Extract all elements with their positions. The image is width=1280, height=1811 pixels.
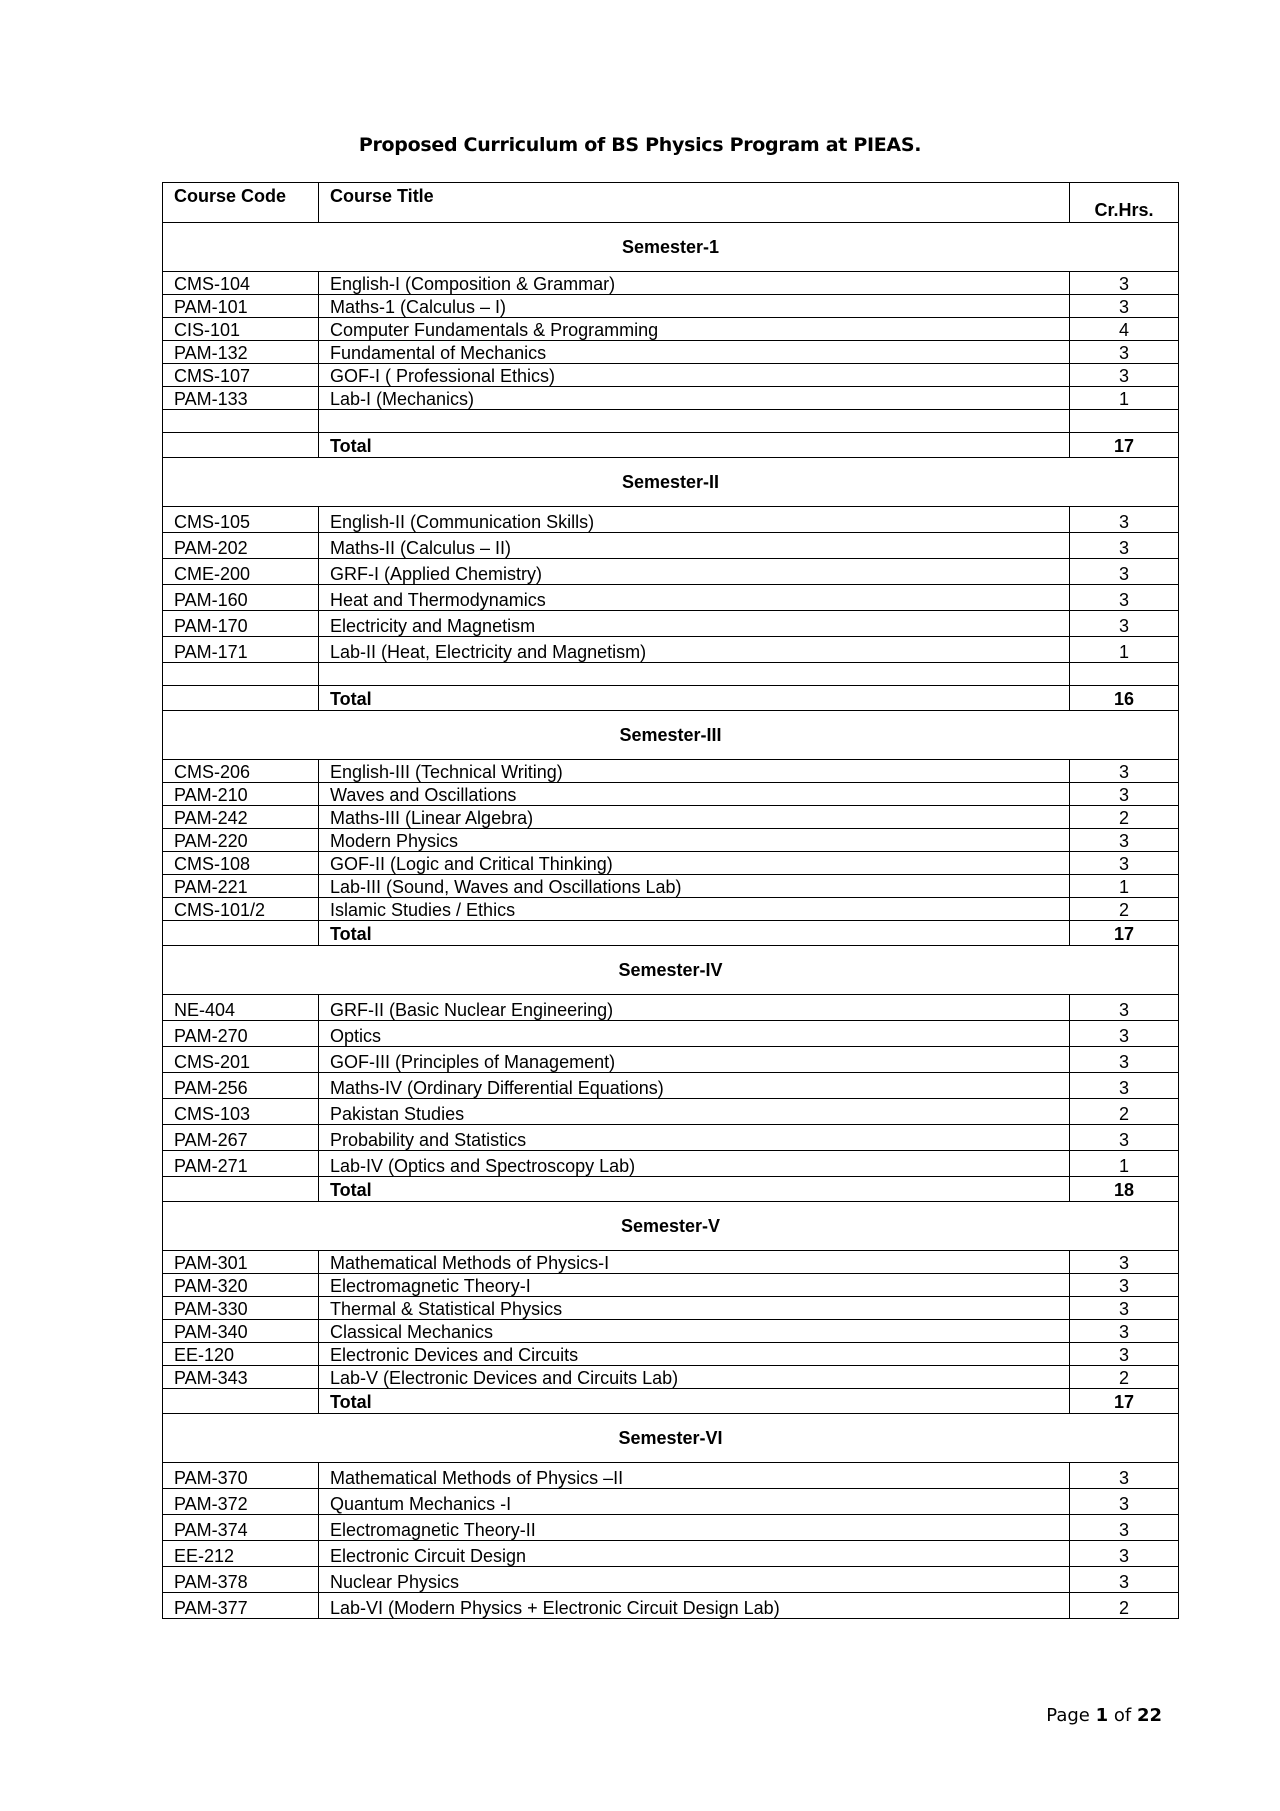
- course-code: CMS-103: [163, 1099, 319, 1125]
- table-row: [163, 1463, 1179, 1489]
- semester-heading: Semester-IV: [163, 946, 1179, 995]
- semester-heading-row: [163, 946, 1179, 995]
- credit-hours: 2: [1070, 1366, 1179, 1389]
- curriculum-table: [162, 182, 1179, 1619]
- course-code: PAM-370: [163, 1463, 319, 1489]
- credit-hours: 3: [1070, 1463, 1179, 1489]
- course-title: English-III (Technical Writing): [319, 760, 1070, 783]
- table-row: [163, 1047, 1179, 1073]
- credit-hours: 3: [1070, 1567, 1179, 1593]
- total-empty-cell: [163, 686, 319, 711]
- credit-hours: 3: [1070, 829, 1179, 852]
- curriculum-table-body: [163, 183, 1179, 1619]
- course-title: Lab-I (Mechanics): [319, 387, 1070, 410]
- table-row: [163, 1343, 1179, 1366]
- table-row: [163, 1251, 1179, 1274]
- course-code: PAM-343: [163, 1366, 319, 1389]
- course-code: PAM-133: [163, 387, 319, 410]
- course-code: EE-120: [163, 1343, 319, 1366]
- course-code: PAM-372: [163, 1489, 319, 1515]
- course-title: Pakistan Studies: [319, 1099, 1070, 1125]
- course-title: Lab-V (Electronic Devices and Circuits Lab): [319, 1366, 1070, 1389]
- semester-heading-row: [163, 1202, 1179, 1251]
- table-row: [163, 1593, 1179, 1619]
- course-code: PAM-101: [163, 295, 319, 318]
- course-code: PAM-320: [163, 1274, 319, 1297]
- course-code: PAM-256: [163, 1073, 319, 1099]
- course-title: Classical Mechanics: [319, 1320, 1070, 1343]
- table-row: [163, 611, 1179, 637]
- total-row: [163, 686, 1179, 711]
- credit-hours: 1: [1070, 387, 1179, 410]
- credit-hours: 3: [1070, 533, 1179, 559]
- table-row: [163, 1489, 1179, 1515]
- table-row: [163, 1021, 1179, 1047]
- credit-hours: 3: [1070, 341, 1179, 364]
- course-title: Fundamental of Mechanics: [319, 341, 1070, 364]
- footer-total-pages: 22: [1136, 1705, 1162, 1726]
- course-code: PAM-221: [163, 875, 319, 898]
- credit-hours: 3: [1070, 1274, 1179, 1297]
- table-row: [163, 533, 1179, 559]
- course-code: CMS-105: [163, 507, 319, 533]
- credit-hours: 3: [1070, 507, 1179, 533]
- course-code: CMS-108: [163, 852, 319, 875]
- course-title: English-I (Composition & Grammar): [319, 272, 1070, 295]
- table-row: [163, 1274, 1179, 1297]
- course-title: Electricity and Magnetism: [319, 611, 1070, 637]
- credit-hours: 3: [1070, 1515, 1179, 1541]
- course-title: GOF-III (Principles of Management): [319, 1047, 1070, 1073]
- credit-hours: 1: [1070, 1151, 1179, 1177]
- course-code: EE-212: [163, 1541, 319, 1567]
- credit-hours: 3: [1070, 295, 1179, 318]
- total-empty-cell: [163, 1177, 319, 1202]
- total-label: Total: [319, 686, 1070, 711]
- course-code: PAM-210: [163, 783, 319, 806]
- table-row: [163, 1366, 1179, 1389]
- table-row: [163, 995, 1179, 1021]
- table-row: [163, 585, 1179, 611]
- semester-heading: Semester-III: [163, 711, 1179, 760]
- course-code: PAM-377: [163, 1593, 319, 1619]
- table-row: [163, 1099, 1179, 1125]
- credit-hours: 3: [1070, 760, 1179, 783]
- credit-hours: 3: [1070, 272, 1179, 295]
- course-code: PAM-301: [163, 1251, 319, 1274]
- course-title: Nuclear Physics: [319, 1567, 1070, 1593]
- table-row: [163, 806, 1179, 829]
- credit-hours: 1: [1070, 637, 1179, 663]
- credit-hours: 2: [1070, 1099, 1179, 1125]
- total-row: [163, 1177, 1179, 1202]
- course-title: Maths-IV (Ordinary Differential Equations): [319, 1073, 1070, 1099]
- table-row: [163, 295, 1179, 318]
- course-title: Islamic Studies / Ethics: [319, 898, 1070, 921]
- table-row: [163, 852, 1179, 875]
- credit-hours: 3: [1070, 1320, 1179, 1343]
- table-row: [163, 898, 1179, 921]
- total-credit-hours: 17: [1070, 433, 1179, 458]
- table-row: [163, 507, 1179, 533]
- credit-hours: 4: [1070, 318, 1179, 341]
- credit-hours: 3: [1070, 1125, 1179, 1151]
- table-row: [163, 272, 1179, 295]
- credit-hours: 1: [1070, 875, 1179, 898]
- semester-heading-row: [163, 711, 1179, 760]
- course-title: GRF-I (Applied Chemistry): [319, 559, 1070, 585]
- table-row: [163, 1541, 1179, 1567]
- spacer-cell: [163, 410, 319, 433]
- credit-hours: 3: [1070, 585, 1179, 611]
- course-title: GOF-I ( Professional Ethics): [319, 364, 1070, 387]
- course-title: Computer Fundamentals & Programming: [319, 318, 1070, 341]
- footer-page-number: 1: [1095, 1705, 1109, 1726]
- total-empty-cell: [163, 921, 319, 946]
- course-title: GRF-II (Basic Nuclear Engineering): [319, 995, 1070, 1021]
- credit-hours: 3: [1070, 1073, 1179, 1099]
- course-code: CMS-104: [163, 272, 319, 295]
- course-code: PAM-160: [163, 585, 319, 611]
- semester-heading: Semester-II: [163, 458, 1179, 507]
- total-credit-hours: 17: [1070, 921, 1179, 946]
- header-course-code: Course Code: [163, 183, 319, 223]
- total-label: Total: [319, 433, 1070, 458]
- spacer-row: [163, 663, 1179, 686]
- course-code: CIS-101: [163, 318, 319, 341]
- table-row: [163, 760, 1179, 783]
- course-code: PAM-340: [163, 1320, 319, 1343]
- table-row: [163, 1567, 1179, 1593]
- course-code: PAM-220: [163, 829, 319, 852]
- semester-heading: Semester-1: [163, 223, 1179, 272]
- course-title: Electromagnetic Theory-I: [319, 1274, 1070, 1297]
- table-row: [163, 1151, 1179, 1177]
- credit-hours: 2: [1070, 1593, 1179, 1619]
- table-row: [163, 1320, 1179, 1343]
- total-label: Total: [319, 921, 1070, 946]
- credit-hours: 3: [1070, 559, 1179, 585]
- course-title: Lab-III (Sound, Waves and Oscillations Lab): [319, 875, 1070, 898]
- course-title: GOF-II (Logic and Critical Thinking): [319, 852, 1070, 875]
- semester-heading-row: [163, 223, 1179, 272]
- spacer-cell: [319, 663, 1070, 686]
- spacer-row: [163, 410, 1179, 433]
- course-code: CMS-107: [163, 364, 319, 387]
- course-title: Electromagnetic Theory-II: [319, 1515, 1070, 1541]
- course-code: PAM-271: [163, 1151, 319, 1177]
- course-title: Maths-II (Calculus – II): [319, 533, 1070, 559]
- credit-hours: 2: [1070, 898, 1179, 921]
- total-row: [163, 921, 1179, 946]
- total-label: Total: [319, 1177, 1070, 1202]
- credit-hours: 3: [1070, 1021, 1179, 1047]
- table-row: [163, 341, 1179, 364]
- table-row: [163, 1515, 1179, 1541]
- course-code: PAM-330: [163, 1297, 319, 1320]
- table-row: [163, 1125, 1179, 1151]
- table-row: [163, 364, 1179, 387]
- total-credit-hours: 18: [1070, 1177, 1179, 1202]
- header-course-title: Course Title: [319, 183, 1070, 223]
- course-code: PAM-374: [163, 1515, 319, 1541]
- course-title: Maths-1 (Calculus – I): [319, 295, 1070, 318]
- course-title: Lab-II (Heat, Electricity and Magnetism): [319, 637, 1070, 663]
- total-credit-hours: 16: [1070, 686, 1179, 711]
- course-title: Heat and Thermodynamics: [319, 585, 1070, 611]
- table-row: [163, 1073, 1179, 1099]
- course-code: NE-404: [163, 995, 319, 1021]
- total-row: [163, 1389, 1179, 1414]
- course-title: Optics: [319, 1021, 1070, 1047]
- semester-heading: Semester-V: [163, 1202, 1179, 1251]
- course-code: PAM-242: [163, 806, 319, 829]
- page-footer: [1046, 1705, 1162, 1726]
- footer-middle: of: [1108, 1705, 1137, 1726]
- course-title: Thermal & Statistical Physics: [319, 1297, 1070, 1320]
- semester-heading-row: [163, 458, 1179, 507]
- semester-heading: Semester-VI: [163, 1414, 1179, 1463]
- course-code: PAM-202: [163, 533, 319, 559]
- course-title: Mathematical Methods of Physics –II: [319, 1463, 1070, 1489]
- credit-hours: 3: [1070, 1047, 1179, 1073]
- credit-hours: 3: [1070, 783, 1179, 806]
- credit-hours: 3: [1070, 995, 1179, 1021]
- course-title: Electronic Circuit Design: [319, 1541, 1070, 1567]
- spacer-cell: [319, 410, 1070, 433]
- course-title: Probability and Statistics: [319, 1125, 1070, 1151]
- page-title: Proposed Curriculum of BS Physics Program at PIEAS.: [358, 134, 922, 156]
- course-title: Modern Physics: [319, 829, 1070, 852]
- footer-prefix: Page: [1046, 1705, 1096, 1726]
- course-title: Mathematical Methods of Physics-I: [319, 1251, 1070, 1274]
- credit-hours: 3: [1070, 1541, 1179, 1567]
- table-row: [163, 829, 1179, 852]
- table-row: [163, 875, 1179, 898]
- spacer-cell: [1070, 410, 1179, 433]
- total-label: Total: [319, 1389, 1070, 1414]
- course-code: PAM-270: [163, 1021, 319, 1047]
- course-code: PAM-171: [163, 637, 319, 663]
- course-code: CMS-101/2: [163, 898, 319, 921]
- credit-hours: 3: [1070, 611, 1179, 637]
- header-credit-hours: Cr.Hrs.: [1070, 183, 1179, 223]
- course-title: Electronic Devices and Circuits: [319, 1343, 1070, 1366]
- credit-hours: 3: [1070, 1343, 1179, 1366]
- credit-hours: 3: [1070, 364, 1179, 387]
- credit-hours: 3: [1070, 1297, 1179, 1320]
- table-row: [163, 559, 1179, 585]
- course-code: CMS-201: [163, 1047, 319, 1073]
- course-code: PAM-378: [163, 1567, 319, 1593]
- table-header-row: [163, 183, 1179, 223]
- total-row: [163, 433, 1179, 458]
- course-code: PAM-267: [163, 1125, 319, 1151]
- total-empty-cell: [163, 433, 319, 458]
- course-title: Lab-VI (Modern Physics + Electronic Circuit Design Lab): [319, 1593, 1070, 1619]
- course-code: CME-200: [163, 559, 319, 585]
- course-title: English-II (Communication Skills): [319, 507, 1070, 533]
- course-title: Quantum Mechanics -I: [319, 1489, 1070, 1515]
- table-row: [163, 637, 1179, 663]
- spacer-cell: [1070, 663, 1179, 686]
- table-row: [163, 783, 1179, 806]
- course-code: PAM-132: [163, 341, 319, 364]
- semester-heading-row: [163, 1414, 1179, 1463]
- course-code: CMS-206: [163, 760, 319, 783]
- credit-hours: 2: [1070, 806, 1179, 829]
- course-title: Maths-III (Linear Algebra): [319, 806, 1070, 829]
- total-credit-hours: 17: [1070, 1389, 1179, 1414]
- credit-hours: 3: [1070, 1251, 1179, 1274]
- table-row: [163, 1297, 1179, 1320]
- table-row: [163, 318, 1179, 341]
- credit-hours: 3: [1070, 1489, 1179, 1515]
- total-empty-cell: [163, 1389, 319, 1414]
- course-title: Waves and Oscillations: [319, 783, 1070, 806]
- table-row: [163, 387, 1179, 410]
- course-title: Lab-IV (Optics and Spectroscopy Lab): [319, 1151, 1070, 1177]
- credit-hours: 3: [1070, 852, 1179, 875]
- spacer-cell: [163, 663, 319, 686]
- course-code: PAM-170: [163, 611, 319, 637]
